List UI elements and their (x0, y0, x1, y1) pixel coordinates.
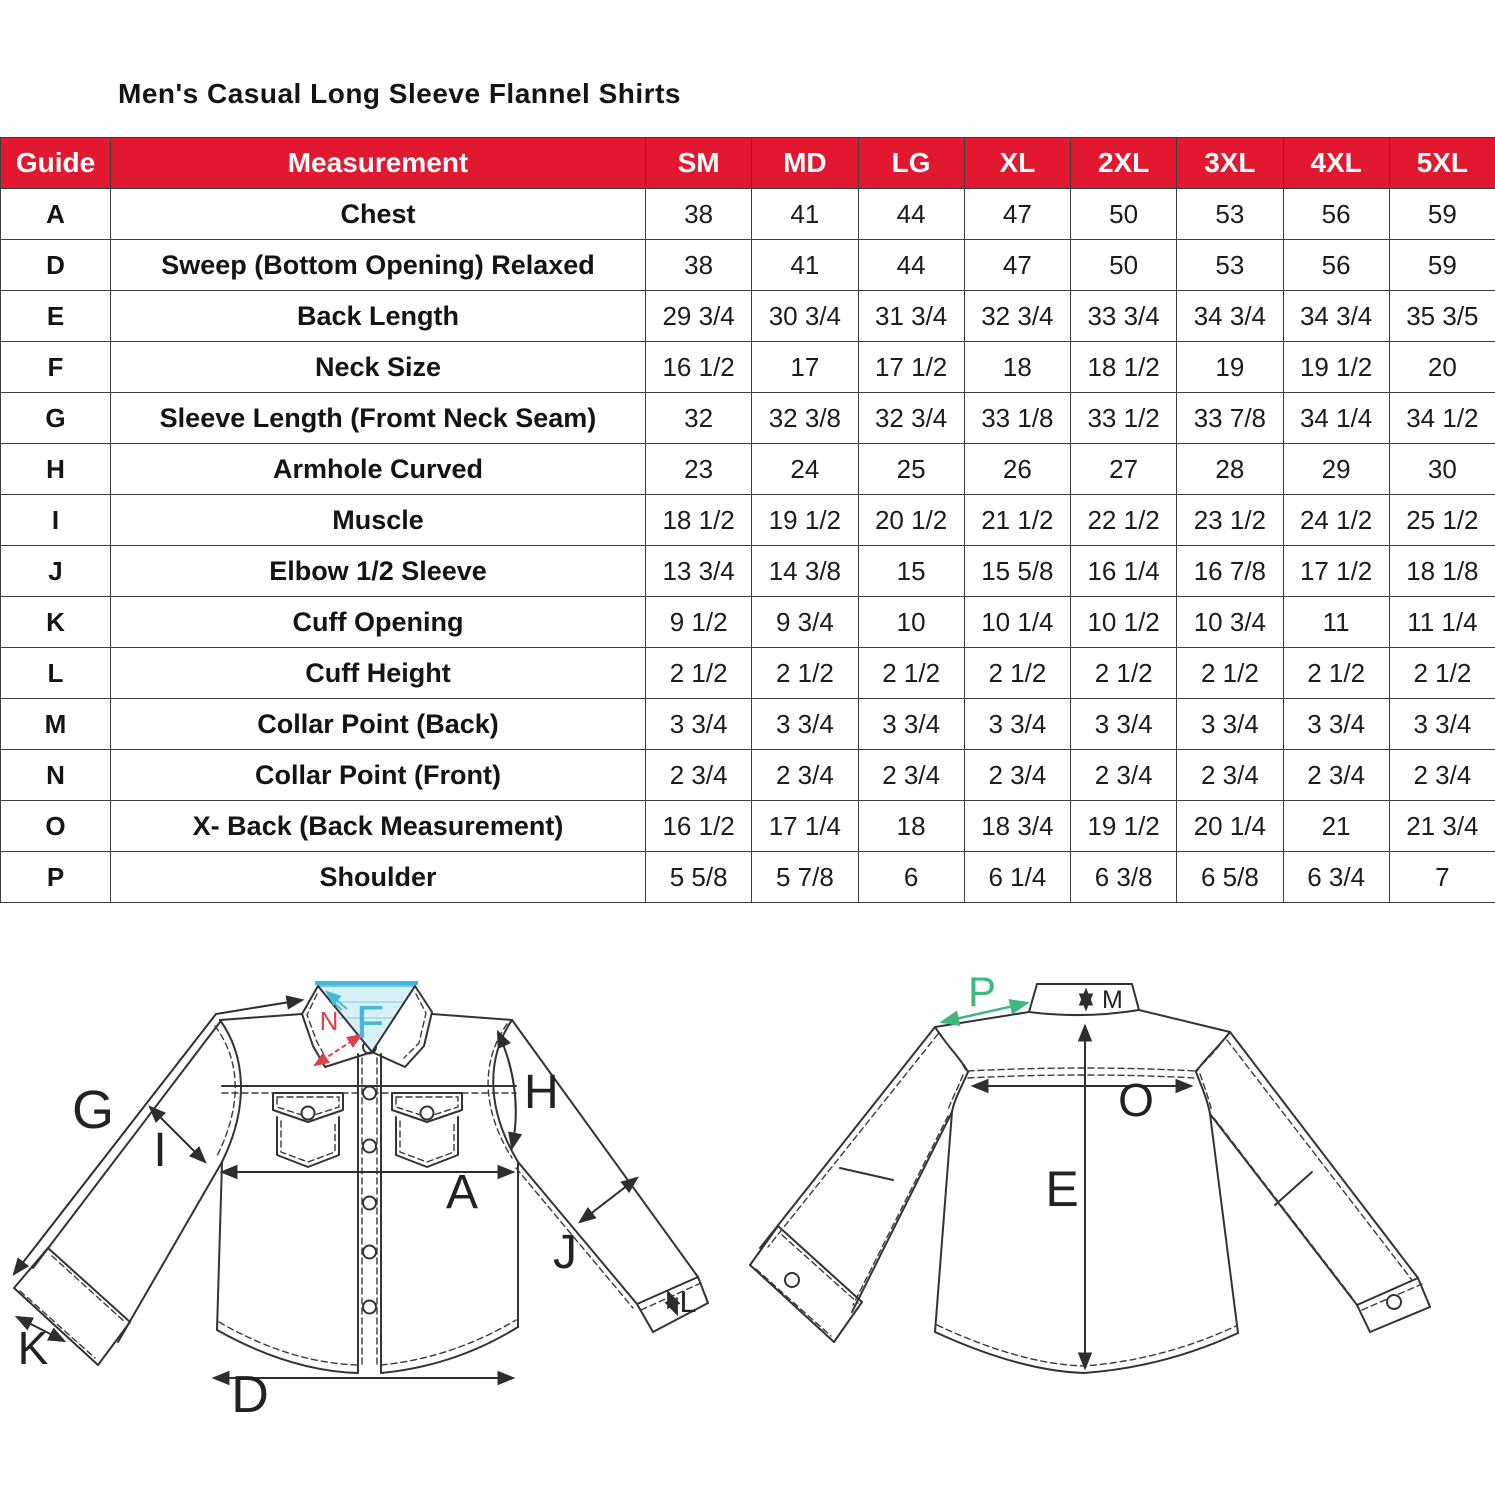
column-header-2xl: 2XL (1071, 138, 1177, 189)
size-value-cell: 25 (858, 444, 964, 495)
size-value-cell: 44 (858, 240, 964, 291)
size-value-cell: 3 3/4 (1283, 699, 1389, 750)
cuff-button (1387, 1295, 1401, 1309)
size-value-cell: 3 3/4 (964, 699, 1070, 750)
size-value-cell: 14 3/8 (752, 546, 858, 597)
size-value-cell: 18 3/4 (964, 801, 1070, 852)
size-value-cell: 32 3/8 (752, 393, 858, 444)
guide-cell: M (1, 699, 111, 750)
size-value-cell: 2 1/2 (646, 648, 752, 699)
measurement-cell: Cuff Height (111, 648, 646, 699)
cuff-button (785, 1273, 799, 1287)
measurement-cell: Chest (111, 189, 646, 240)
size-value-cell: 16 1/2 (646, 801, 752, 852)
size-value-cell: 33 3/4 (1071, 291, 1177, 342)
table-row (1, 240, 1495, 291)
size-value-cell: 15 (858, 546, 964, 597)
front-left-sleeve (14, 1022, 222, 1365)
guide-cell: I (1, 495, 111, 546)
table-row (1, 699, 1495, 750)
size-value-cell: 3 3/4 (1389, 699, 1495, 750)
size-value-cell: 9 1/2 (646, 597, 752, 648)
size-value-cell: 47 (964, 189, 1070, 240)
measurement-cell: Muscle (111, 495, 646, 546)
size-value-cell: 2 3/4 (1389, 750, 1495, 801)
guide-cell: G (1, 393, 111, 444)
size-value-cell: 32 3/4 (964, 291, 1070, 342)
size-value-cell: 6 5/8 (1177, 852, 1283, 903)
size-value-cell: 30 3/4 (752, 291, 858, 342)
button (363, 1246, 376, 1259)
measurement-cell: Neck Size (111, 342, 646, 393)
size-value-cell: 17 1/2 (858, 342, 964, 393)
size-value-cell: 18 (964, 342, 1070, 393)
pocket-button (421, 1107, 434, 1120)
size-value-cell: 16 1/2 (646, 342, 752, 393)
size-value-cell: 18 1/2 (646, 495, 752, 546)
size-value-cell: 2 3/4 (1283, 750, 1389, 801)
size-value-cell: 18 1/2 (1071, 342, 1177, 393)
measurement-cell: Collar Point (Back) (111, 699, 646, 750)
measurement-diagrams (0, 950, 1495, 1495)
size-value-cell: 28 (1177, 444, 1283, 495)
size-value-cell: 26 (964, 444, 1070, 495)
back-shirt-diagram (740, 950, 1495, 1495)
size-value-cell: 20 (1389, 342, 1495, 393)
table-header-row (1, 138, 1495, 189)
size-value-cell: 38 (646, 189, 752, 240)
table-row (1, 444, 1495, 495)
size-value-cell: 6 (858, 852, 964, 903)
size-value-cell: 23 1/2 (1177, 495, 1283, 546)
size-value-cell: 59 (1389, 189, 1495, 240)
guide-cell: N (1, 750, 111, 801)
size-value-cell: 2 3/4 (964, 750, 1070, 801)
size-value-cell: 2 3/4 (752, 750, 858, 801)
column-header-md: MD (752, 138, 858, 189)
button (363, 1087, 376, 1100)
guide-cell: K (1, 597, 111, 648)
size-value-cell: 9 3/4 (752, 597, 858, 648)
size-value-cell: 11 (1283, 597, 1389, 648)
size-value-cell: 10 1/4 (964, 597, 1070, 648)
size-value-cell: 34 1/2 (1389, 393, 1495, 444)
column-header-4xl: 4XL (1283, 138, 1389, 189)
table-row (1, 648, 1495, 699)
size-value-cell: 29 (1283, 444, 1389, 495)
size-value-cell: 53 (1177, 240, 1283, 291)
size-value-cell: 19 (1177, 342, 1283, 393)
button (363, 1140, 376, 1153)
measurement-cell: Shoulder (111, 852, 646, 903)
size-value-cell: 19 1/2 (752, 495, 858, 546)
front-left-pocket (273, 1093, 343, 1167)
size-value-cell: 34 1/4 (1283, 393, 1389, 444)
size-value-cell: 33 1/8 (964, 393, 1070, 444)
measurement-cell: Sweep (Bottom Opening) Relaxed (111, 240, 646, 291)
size-value-cell: 18 1/8 (1389, 546, 1495, 597)
size-value-cell: 18 (858, 801, 964, 852)
size-value-cell: 33 1/2 (1071, 393, 1177, 444)
table-row (1, 801, 1495, 852)
size-value-cell: 19 1/2 (1283, 342, 1389, 393)
size-value-cell: 5 5/8 (646, 852, 752, 903)
size-value-cell: 25 1/2 (1389, 495, 1495, 546)
size-value-cell: 2 1/2 (1177, 648, 1283, 699)
guide-cell: E (1, 291, 111, 342)
size-value-cell: 50 (1071, 240, 1177, 291)
table-row (1, 393, 1495, 444)
size-value-cell: 2 1/2 (858, 648, 964, 699)
size-value-cell: 6 1/4 (964, 852, 1070, 903)
column-header-lg: LG (858, 138, 964, 189)
guide-cell: D (1, 240, 111, 291)
size-value-cell: 59 (1389, 240, 1495, 291)
size-value-cell: 10 (858, 597, 964, 648)
back-label-M: M (1102, 986, 1123, 1014)
measurement-cell: Cuff Opening (111, 597, 646, 648)
back-shirt-outline (935, 984, 1238, 1373)
size-value-cell: 22 1/2 (1071, 495, 1177, 546)
size-value-cell: 29 3/4 (646, 291, 752, 342)
size-value-cell: 30 (1389, 444, 1495, 495)
size-value-cell: 34 3/4 (1177, 291, 1283, 342)
column-header-xl: XL (964, 138, 1070, 189)
size-value-cell: 20 1/4 (1177, 801, 1283, 852)
front-label-A: A (445, 1166, 479, 1219)
arrow-J (580, 1178, 637, 1222)
size-value-cell: 2 1/2 (1389, 648, 1495, 699)
size-value-cell: 32 (646, 393, 752, 444)
size-value-cell: 17 (752, 342, 858, 393)
size-value-cell: 2 3/4 (1071, 750, 1177, 801)
table-row (1, 546, 1495, 597)
table-row (1, 750, 1495, 801)
front-arrows (14, 1000, 677, 1378)
front-label-F: F (355, 996, 385, 1048)
size-value-cell: 44 (858, 189, 964, 240)
guide-cell: H (1, 444, 111, 495)
size-value-cell: 50 (1071, 189, 1177, 240)
size-value-cell: 2 1/2 (1283, 648, 1389, 699)
size-value-cell: 56 (1283, 189, 1389, 240)
column-header-guide: Guide (1, 138, 111, 189)
size-value-cell: 13 3/4 (646, 546, 752, 597)
size-table (0, 137, 1495, 903)
size-value-cell: 34 3/4 (1283, 291, 1389, 342)
size-value-cell: 16 1/4 (1071, 546, 1177, 597)
back-label-E: E (1045, 1161, 1079, 1217)
size-value-cell: 23 (646, 444, 752, 495)
size-value-cell: 33 7/8 (1177, 393, 1283, 444)
table-row (1, 342, 1495, 393)
guide-cell: O (1, 801, 111, 852)
guide-cell: L (1, 648, 111, 699)
measurement-cell: X- Back (Back Measurement) (111, 801, 646, 852)
size-value-cell: 2 3/4 (646, 750, 752, 801)
size-value-cell: 56 (1283, 240, 1389, 291)
size-value-cell: 21 (1283, 801, 1389, 852)
size-value-cell: 15 5/8 (964, 546, 1070, 597)
size-value-cell: 21 3/4 (1389, 801, 1495, 852)
column-header-5xl: 5XL (1389, 138, 1495, 189)
guide-cell: F (1, 342, 111, 393)
size-value-cell: 3 3/4 (1177, 699, 1283, 750)
front-label-N: N (319, 1006, 339, 1036)
guide-cell: J (1, 546, 111, 597)
page-title: Men's Casual Long Sleeve Flannel Shirts (118, 78, 681, 109)
front-shirt-diagram (0, 950, 740, 1495)
size-value-cell: 3 3/4 (858, 699, 964, 750)
size-value-cell: 17 1/2 (1283, 546, 1389, 597)
size-value-cell: 24 1/2 (1283, 495, 1389, 546)
front-label-J: J (553, 1226, 577, 1279)
measurement-cell: Armhole Curved (111, 444, 646, 495)
size-value-cell: 41 (752, 189, 858, 240)
size-value-cell: 53 (1177, 189, 1283, 240)
size-value-cell: 20 1/2 (858, 495, 964, 546)
front-label-L: L (679, 1286, 697, 1319)
guide-cell: P (1, 852, 111, 903)
size-value-cell: 5 7/8 (752, 852, 858, 903)
size-value-cell: 38 (646, 240, 752, 291)
size-value-cell: 17 1/4 (752, 801, 858, 852)
button (363, 1197, 376, 1210)
front-label-K: K (17, 1322, 49, 1374)
size-value-cell: 32 3/4 (858, 393, 964, 444)
back-left-sleeve (750, 1027, 952, 1342)
size-value-cell: 3 3/4 (646, 699, 752, 750)
table-row (1, 291, 1495, 342)
size-value-cell: 31 3/4 (858, 291, 964, 342)
arrow-H (498, 1032, 516, 1148)
size-value-cell: 2 1/2 (964, 648, 1070, 699)
size-value-cell: 16 7/8 (1177, 546, 1283, 597)
size-value-cell: 27 (1071, 444, 1177, 495)
size-value-cell: 10 3/4 (1177, 597, 1283, 648)
size-value-cell: 41 (752, 240, 858, 291)
measurement-cell: Collar Point (Front) (111, 750, 646, 801)
measurement-cell: Back Length (111, 291, 646, 342)
size-value-cell: 2 1/2 (752, 648, 858, 699)
front-label-G: G (71, 1080, 115, 1140)
back-right-sleeve (1210, 1032, 1430, 1332)
size-value-cell: 6 3/4 (1283, 852, 1389, 903)
size-value-cell: 35 3/5 (1389, 291, 1495, 342)
front-placket (358, 1041, 381, 1374)
size-value-cell: 11 1/4 (1389, 597, 1495, 648)
front-label-I: I (153, 1124, 167, 1177)
size-value-cell: 3 3/4 (1071, 699, 1177, 750)
pocket-button (302, 1107, 315, 1120)
size-value-cell: 2 1/2 (1071, 648, 1177, 699)
size-value-cell: 3 3/4 (752, 699, 858, 750)
table-row (1, 495, 1495, 546)
back-label-O: O (1118, 1074, 1154, 1126)
size-value-cell: 21 1/2 (964, 495, 1070, 546)
size-value-cell: 2 3/4 (1177, 750, 1283, 801)
guide-cell: A (1, 189, 111, 240)
size-value-cell: 47 (964, 240, 1070, 291)
front-label-D: D (231, 1366, 269, 1424)
size-value-cell: 2 3/4 (858, 750, 964, 801)
size-value-cell: 6 3/8 (1071, 852, 1177, 903)
column-header-measurement: Measurement (111, 138, 646, 189)
button (363, 1301, 376, 1314)
table-row (1, 189, 1495, 240)
size-value-cell: 10 1/2 (1071, 597, 1177, 648)
front-right-pocket (392, 1093, 462, 1167)
back-label-P: P (967, 968, 997, 1015)
measurement-cell: Sleeve Length (Fromt Neck Seam) (111, 393, 646, 444)
front-label-H: H (524, 1066, 559, 1119)
size-value-cell: 24 (752, 444, 858, 495)
size-value-cell: 19 1/2 (1071, 801, 1177, 852)
table-row (1, 852, 1495, 903)
size-value-cell: 7 (1389, 852, 1495, 903)
measurement-cell: Elbow 1/2 Sleeve (111, 546, 646, 597)
column-header-3xl: 3XL (1177, 138, 1283, 189)
column-header-sm: SM (646, 138, 752, 189)
table-row (1, 597, 1495, 648)
